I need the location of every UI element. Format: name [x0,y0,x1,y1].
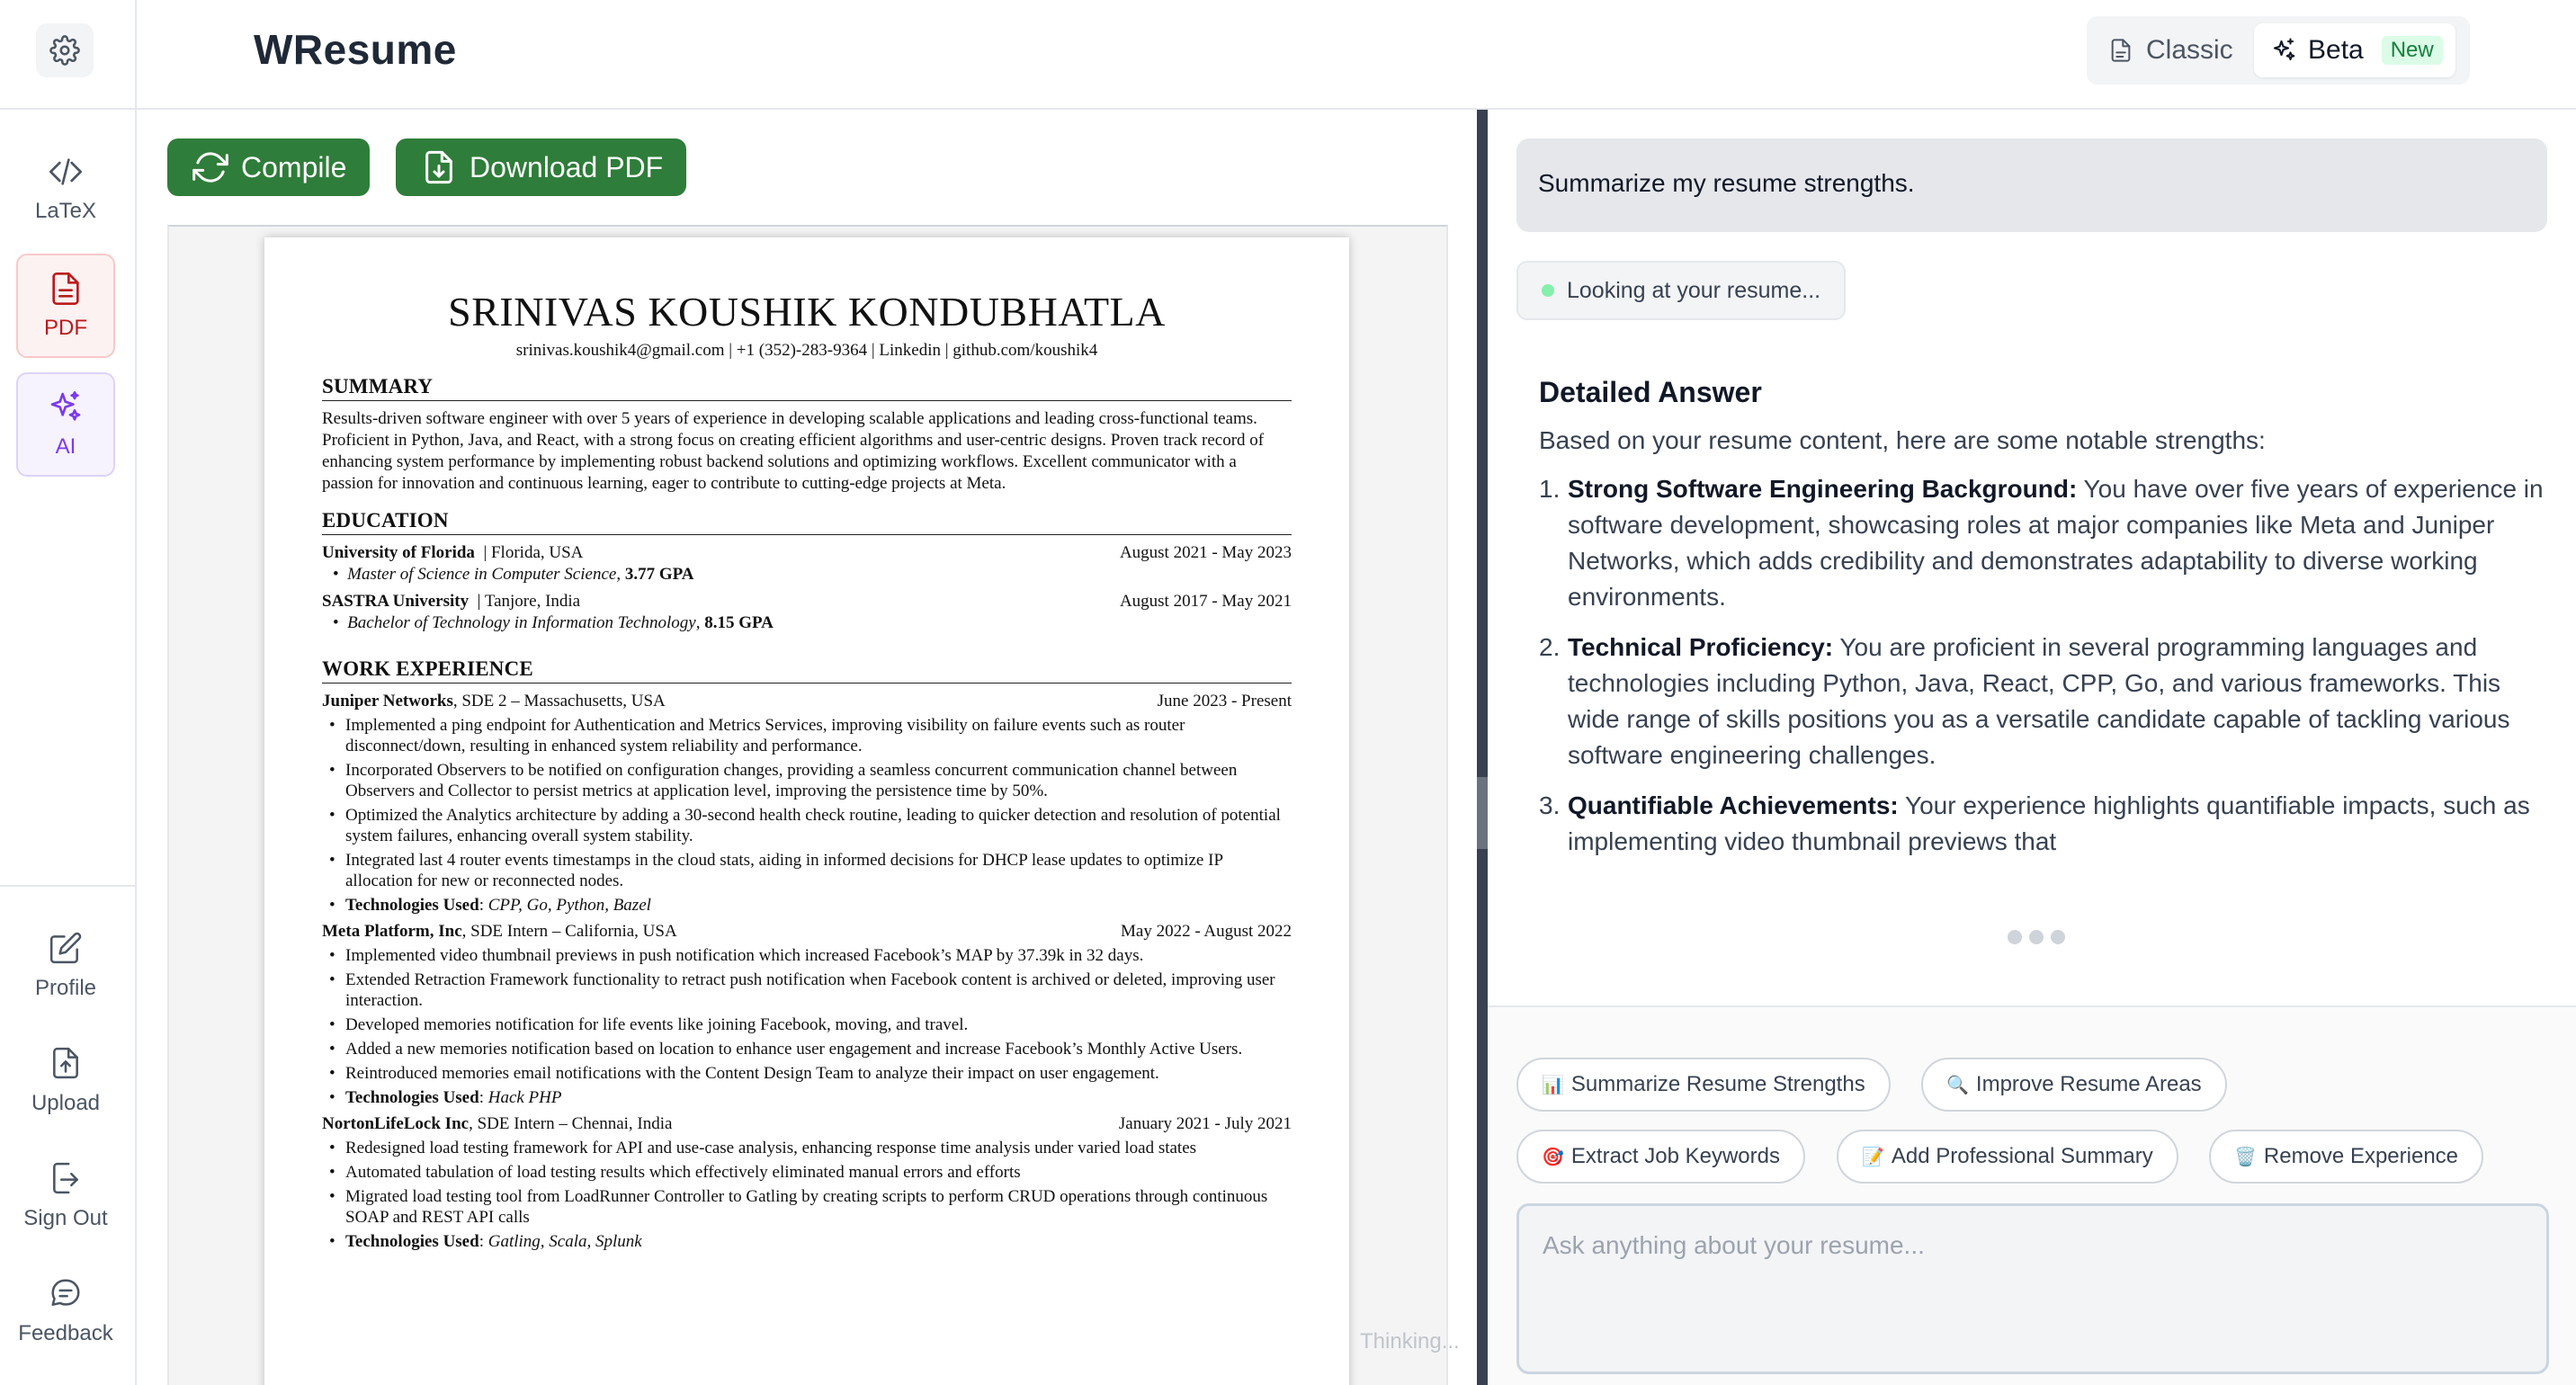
tech-list: CPP, Go, Python, Bazel [487,896,651,915]
chip-improve-areas[interactable] [1921,1058,2227,1112]
resume-page [264,237,1349,1385]
answer-point [1539,788,2546,860]
section-experience-title: WORK EXPERIENCE [322,657,1292,684]
education-degree: • Master of Science in Computer Science, 3.77 GPA [333,565,694,584]
mode-beta-label: Beta [2308,35,2364,65]
chip-label: Improve Resume Areas [1975,1072,2202,1096]
job-bullet: • Optimized the Analytics architecture by adding a 30-second health check routine, leading to quicker detection and resolution of potential system failures, enhancing overall system stability. [322,805,1292,846]
gpa: 3.77 GPA [624,565,694,584]
point-number: 1. [1539,475,1561,503]
chat-input[interactable] [1516,1203,2549,1374]
edit-icon [49,931,83,965]
point-number: 2. [1539,633,1561,661]
job-header [322,1113,1292,1135]
gpa: 8.15 GPA [704,613,774,632]
nav-divider [0,885,137,887]
settings-button[interactable] [36,23,94,77]
chip-add-summary[interactable] [1837,1130,2178,1184]
job-bullet: • Reintroduced memories email notifications with the Content Design Team to analyze their impact on user engagement. [322,1063,1292,1084]
job-role: , SDE Intern – California, USA [461,922,677,941]
sign-out-icon [49,1161,83,1195]
job-tech: • Technologies Used: CPP, Go, Python, Bazel [322,895,1292,916]
chip-label: Extract Job Keywords [1570,1144,1780,1168]
job-bullets [322,715,1292,916]
education-dates: August 2017 - May 2021 [1119,592,1292,611]
answer-title: Detailed Answer [1539,376,1762,408]
code-icon [48,154,84,190]
section-summary-title: SUMMARY [322,375,1292,401]
assistant-answer [1539,374,2546,874]
target-icon: 🎯 [1542,1147,1564,1167]
splitter-handle[interactable] [1477,777,1488,849]
tech-label: Technologies Used [345,1088,479,1107]
sparkles-icon [48,389,84,425]
typing-dot [2029,930,2044,944]
school-location: | Florida, USA [483,543,584,562]
company-name: Juniper Networks [322,692,453,710]
trash-icon: 🗑️ [2234,1147,2257,1167]
nav-sign-out-label: Sign Out [23,1206,108,1230]
job-bullet: • Added a new memories notification based on location to enhance user engagement and increase Facebook’s Monthly Active Users. [322,1039,1292,1059]
magnifier-icon: 🔍 [1946,1075,1969,1095]
upload-icon [49,1046,83,1080]
pdf-viewer[interactable] [167,225,1448,1385]
top-header [137,0,2576,110]
download-pdf-label: Download PDF [470,150,664,183]
point-title: Strong Software Engineering Background: [1568,475,2078,503]
point-title: Quantifiable Achievements: [1568,791,1899,819]
thinking-status: Thinking... [1360,1329,1460,1354]
chip-label: Remove Experience [2263,1144,2459,1168]
degree-name: Master of Science in Computer Science [347,565,617,584]
job-bullets [322,945,1292,1108]
job-header [322,691,1292,712]
job-tech: • Technologies Used: Gatling, Scala, Splunk [322,1231,1292,1252]
file-icon [2108,38,2133,63]
point-number: 3. [1539,791,1561,819]
nav-feedback-label: Feedback [18,1321,113,1345]
nav-upload[interactable] [0,1036,131,1126]
new-badge: New [2382,36,2443,65]
chip-summarize-strengths[interactable] [1516,1058,1891,1112]
nav-ai[interactable] [16,372,115,477]
company-name: Meta Platform, Inc [322,922,462,941]
nav-profile[interactable] [0,921,131,1011]
point-text: Your experience highlights quantifiable impacts, such as implementing video thumbnail previews that [1568,791,2530,855]
resume-name: SRINIVAS KOUSHIK KONDUBHATLA [448,289,1166,335]
download-pdf-button[interactable] [396,138,686,196]
chip-remove-experience[interactable] [2209,1130,2483,1184]
job-bullet: • Extended Retraction Framework functionality to retract push notification when Facebook content is archived or deleted, improving user interaction. [322,970,1292,1011]
section-education-title: EDUCATION [322,509,1292,535]
job-bullet: • Redesigned load testing framework for API and use-case analysis, enhancing response time analysis under varied load states [322,1138,1292,1158]
resume-contact: srinivas.koushik4@gmail.com | +1 (352)-283-9364 | Linkedin | github.com/koushik4 [515,341,1098,360]
panel-splitter[interactable] [1477,110,1488,1385]
nav-pdf-label: PDF [44,316,87,340]
job-tech: • Technologies Used: Hack PHP [322,1087,1292,1108]
education-row [322,542,1292,564]
resume-summary: Results-driven software engineer with over 5 years of experience in developing scalable applications and leading cross-functional teams. Proficient in Python, Java, and React, with a strong focus on creating efficient algorithms and user-centric designs. Proven track record of enhancing system performance by implementing robust backend solutions and optimizing workflows. Excellent communicator with a passion for innovation and continuous learning, eager to contribute to cutting-edge projects at Meta. [322,409,1265,493]
nav-pdf[interactable] [16,254,115,358]
file-icon [48,271,84,307]
answer-points [1539,471,2546,860]
mode-toggle [2087,16,2470,85]
nav-divider [0,108,137,110]
tech-label: Technologies Used [345,896,479,915]
job-bullet: • Implemented video thumbnail previews in push notification which increased Facebook’s MAP by 37.39k in 32 days. [322,945,1292,966]
download-file-icon [421,149,457,185]
job-bullet: • Incorporated Observers to be notified on configuration changes, providing a seamless concurrent communication channel between Observers and Collector to persist metrics at application level, improving the persistence time by 50%. [322,760,1292,801]
job-bullet: • Integrated last 4 router events timestamps in the cloud stats, aiding in informed decisions for DHCP lease updates to optimize IP allocation for new or reconnected nodes. [322,850,1292,891]
job-dates: June 2023 - Present [1157,692,1292,710]
answer-point [1539,630,2546,773]
typing-indicator [2008,930,2065,944]
mode-classic-button[interactable] [2108,27,2233,74]
nav-upload-label: Upload [31,1091,101,1115]
chip-label: Add Professional Summary [1891,1144,2153,1168]
job-bullet: • Automated tabulation of load testing results which effectively eliminated manual errors and efforts [322,1162,1292,1183]
school-location: | Tanjore, India [477,592,581,611]
job-role: , SDE Intern – Chennai, India [469,1114,673,1133]
job-role: , SDE 2 – Massachusetts, USA [452,692,666,710]
memo-icon: 📝 [1862,1147,1884,1167]
brand-title: WResume [254,26,457,73]
refresh-icon [192,149,228,185]
compile-label: Compile [241,150,347,183]
job-bullet: • Migrated load testing tool from LoadRunner Controller to Gatling by creating scripts to perform CRUD operations through continuous SOAP and REST API calls [322,1186,1292,1228]
message-icon [49,1276,83,1310]
school-name: University of Florida [322,543,475,562]
job-bullets [322,1138,1292,1252]
education-dates: August 2021 - May 2023 [1119,543,1292,562]
chip-label: Summarize Resume Strengths [1570,1072,1865,1096]
point-text: You are proficient in several programming languages and technologies including Python, Java, React, CPP, Go, and various frameworks. This wide range of skills positions you as a versatile candidate capable of tackling various software engineering challenges. [1568,633,2510,769]
nav-feedback[interactable] [0,1266,131,1356]
tech-list: Gatling, Scala, Splunk [487,1232,642,1251]
company-name: NortonLifeLock Inc [322,1114,470,1133]
gear-icon [49,35,80,66]
degree-name: Bachelor of Technology in Information Technology [347,613,696,632]
answer-point [1539,471,2546,615]
typing-dot [2008,930,2022,944]
chart-icon: 📊 [1542,1075,1564,1095]
status-indicator [1516,261,1846,320]
education-row [322,591,1292,612]
point-title: Technical Proficiency: [1568,633,1834,661]
sparkles-icon [2270,37,2297,64]
job-dates: May 2022 - August 2022 [1121,922,1292,941]
ai-chat-panel [1488,110,2576,1385]
nav-latex[interactable] [16,137,115,241]
mode-classic-label: Classic [2146,35,2233,65]
user-message: Summarize my resume strengths. [1516,138,2547,232]
job-dates: January 2021 - July 2021 [1118,1114,1292,1133]
status-dot-icon [1542,284,1554,297]
nav-sign-out[interactable] [0,1151,131,1241]
job-bullet: • Implemented a ping endpoint for Authentication and Metrics Services, improving visibility on failure events such as router disconnect/down, resulting in enhanced system reliability and performance. [322,715,1292,756]
status-text: Looking at your resume... [1567,277,1821,303]
typing-dot [2051,930,2065,944]
job-header [322,921,1292,943]
school-name: SASTRA University [322,592,470,611]
nav-profile-label: Profile [34,976,97,1000]
tech-list: Hack PHP [487,1088,562,1107]
education-degree: • Bachelor of Technology in Information Technology, 8.15 GPA [333,613,774,632]
job-bullet: • Developed memories notification for life events like joining Facebook, moving, and travel. [322,1014,1292,1035]
tech-label: Technologies Used [345,1232,479,1251]
compile-button[interactable] [167,138,370,196]
point-text: You have over five years of experience in software development, showcasing roles at major companies like Meta and Juniper Networks, which adds credibility and demonstrates adaptability to diverse working environments. [1568,475,2544,611]
mode-beta-button[interactable] [2254,23,2455,77]
chip-extract-keywords[interactable] [1516,1130,1805,1184]
answer-intro: Based on your resume content, here are some notable strengths: [1539,426,2266,454]
left-sidebar [0,0,137,1385]
nav-latex-label: LaTeX [34,199,97,223]
nav-ai-label: AI [55,434,76,459]
